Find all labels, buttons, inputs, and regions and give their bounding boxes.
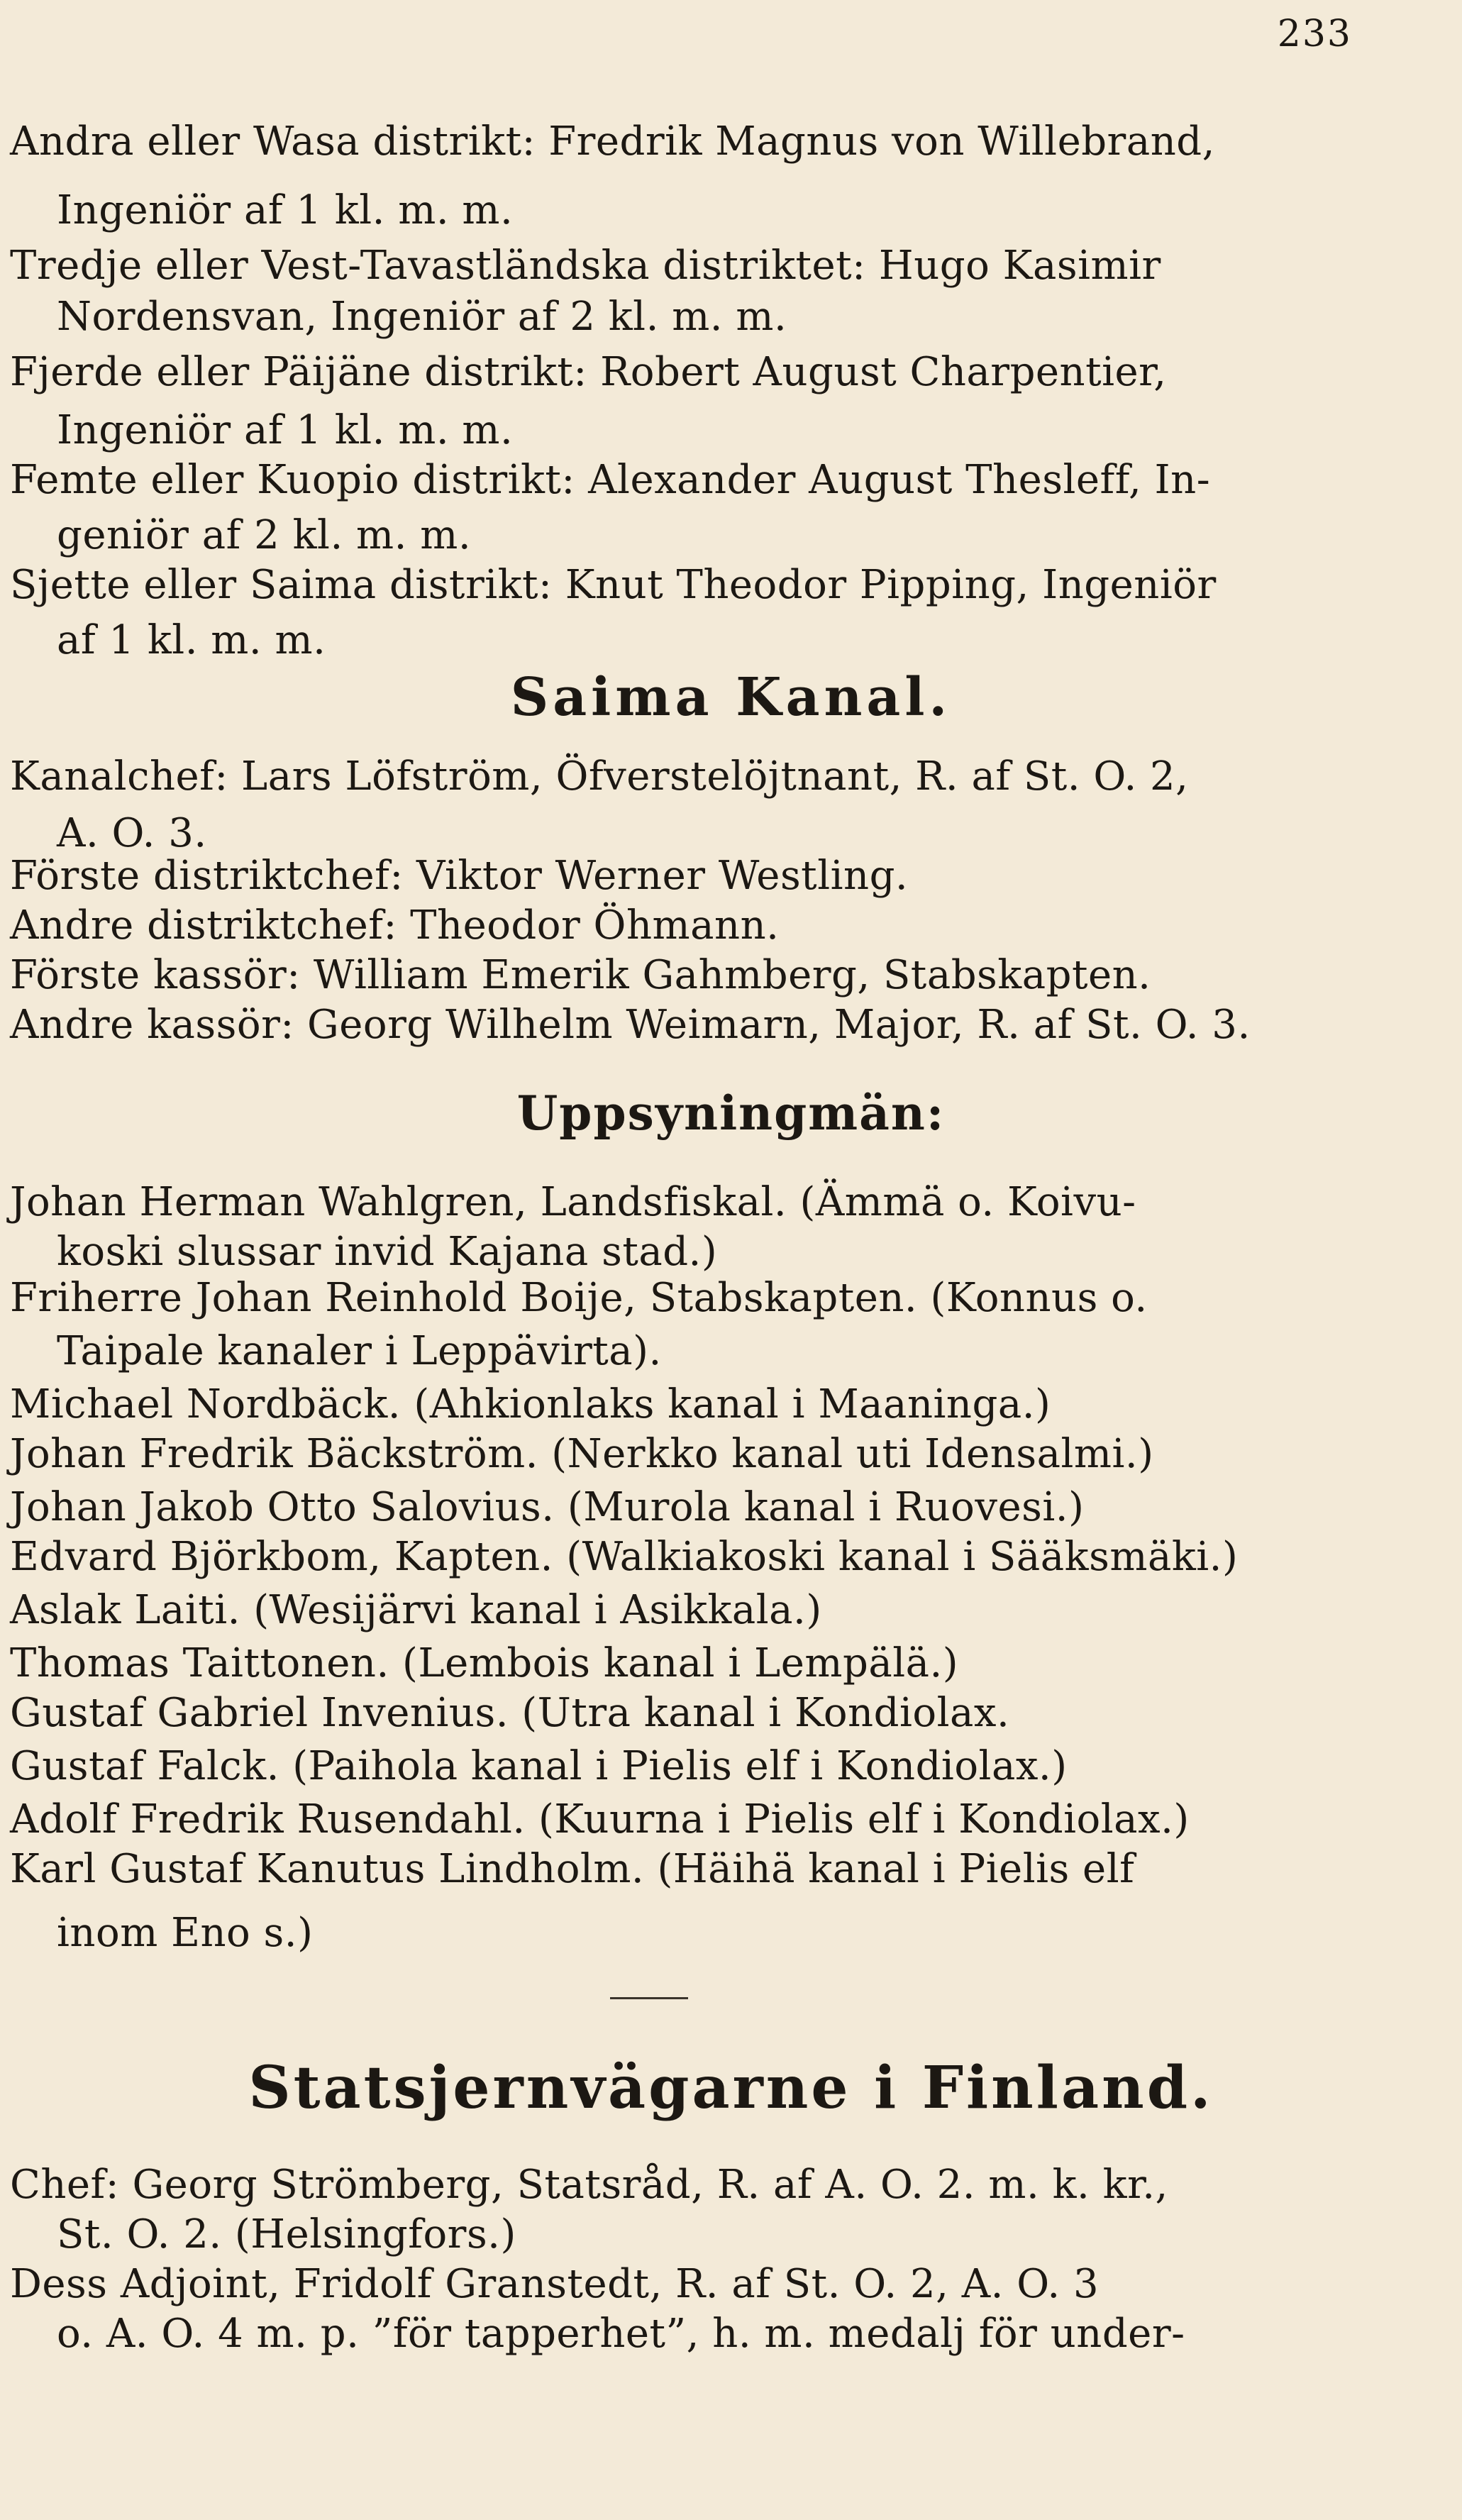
text-line: Thomas Taittonen. (Lembois kanal i Lempälä.) [10,1640,959,1686]
text-line: geniör af 2 kl. m. m. [57,512,472,558]
text-line: Aslak Laiti. (Wesijärvi kanal i Asikkala.) [10,1587,822,1633]
page-number: 233 [1277,13,1352,55]
text-line: Edvard Björkbom, Kapten. (Walkiakoski kanal i Sääksmäki.) [10,1534,1239,1580]
text-line: o. A. O. 4 m. p. ”för tapperhet”, h. m. medalj för under- [57,2311,1185,2357]
text-line: Tredje eller Vest-Tavastländska distriktet: Hugo Kasimir [10,243,1161,289]
section-heading: Statsjernvägarne i Finland. [248,2054,1214,2122]
section-divider [610,1997,688,1999]
text-line: Sjette eller Saima distrikt: Knut Theodor Pipping, Ingeniör [10,562,1217,608]
text-line: koski slussar invid Kajana stad.) [57,1229,718,1275]
text-line: Johan Fredrik Bäckström. (Nerkko kanal uti Idensalmi.) [10,1431,1154,1477]
text-line: Taipale kanaler i Leppävirta). [57,1328,662,1374]
text-line: Friherre Johan Reinhold Boije, Stabskapten. (Konnus o. [10,1275,1148,1321]
text-line: Ingeniör af 1 kl. m. m. [57,187,514,233]
text-line: A. O. 3. [57,810,207,856]
text-line: Gustaf Gabriel Invenius. (Utra kanal i Kondiolax. [10,1690,1010,1736]
text-line: Johan Jakob Otto Salovius. (Murola kanal i Ruovesi.) [10,1484,1085,1530]
section-heading: Uppsyningmän: [516,1085,946,1141]
text-line: Andra eller Wasa distrikt: Fredrik Magnus von Willebrand, [10,118,1215,165]
text-line: Förste kassör: William Emerik Gahmberg, Stabskapten. [10,952,1151,998]
text-line: Dess Adjoint, Fridolf Granstedt, R. af St. O. 2, A. O. 3 [10,2261,1100,2307]
text-line: Förste distriktchef: Viktor Werner Westling. [10,853,909,899]
text-line: Johan Herman Wahlgren, Landsfiskal. (Ämmä o. Koivu- [10,1179,1136,1225]
text-line: Femte eller Kuopio distrikt: Alexander August Thesleff, In- [10,457,1211,503]
text-line: Michael Nordbäck. (Ahkionlaks kanal i Maaninga.) [10,1381,1051,1427]
text-line: St. O. 2. (Helsingfors.) [57,2211,516,2258]
text-line: Fjerde eller Päijäne distrikt: Robert August Charpentier, [10,349,1167,395]
text-line: Chef: Georg Strömberg, Statsråd, R. af A. O. 2. m. k. kr., [10,2162,1168,2208]
section-heading: Saima Kanal. [510,667,952,728]
text-line: Nordensvan, Ingeniör af 2 kl. m. m. [57,294,787,340]
text-line: inom Eno s.) [57,1910,314,1956]
text-line: af 1 kl. m. m. [57,617,326,663]
text-line: Kanalchef: Lars Löfström, Öfverstelöjtnant, R. af St. O. 2, [10,753,1189,800]
text-line: Gustaf Falck. (Paihola kanal i Pielis elf i Kondiolax.) [10,1743,1068,1789]
text-line: Adolf Fredrik Rusendahl. (Kuurna i Pielis elf i Kondiolax.) [10,1796,1190,1842]
text-line: Andre kassör: Georg Wilhelm Weimarn, Major, R. af St. O. 3. [10,1002,1251,1048]
text-line: Karl Gustaf Kanutus Lindholm. (Häihä kanal i Pielis elf [10,1846,1135,1892]
text-line: Andre distriktchef: Theodor Öhmann. [10,902,780,949]
text-line: Ingeniör af 1 kl. m. m. [57,407,514,453]
